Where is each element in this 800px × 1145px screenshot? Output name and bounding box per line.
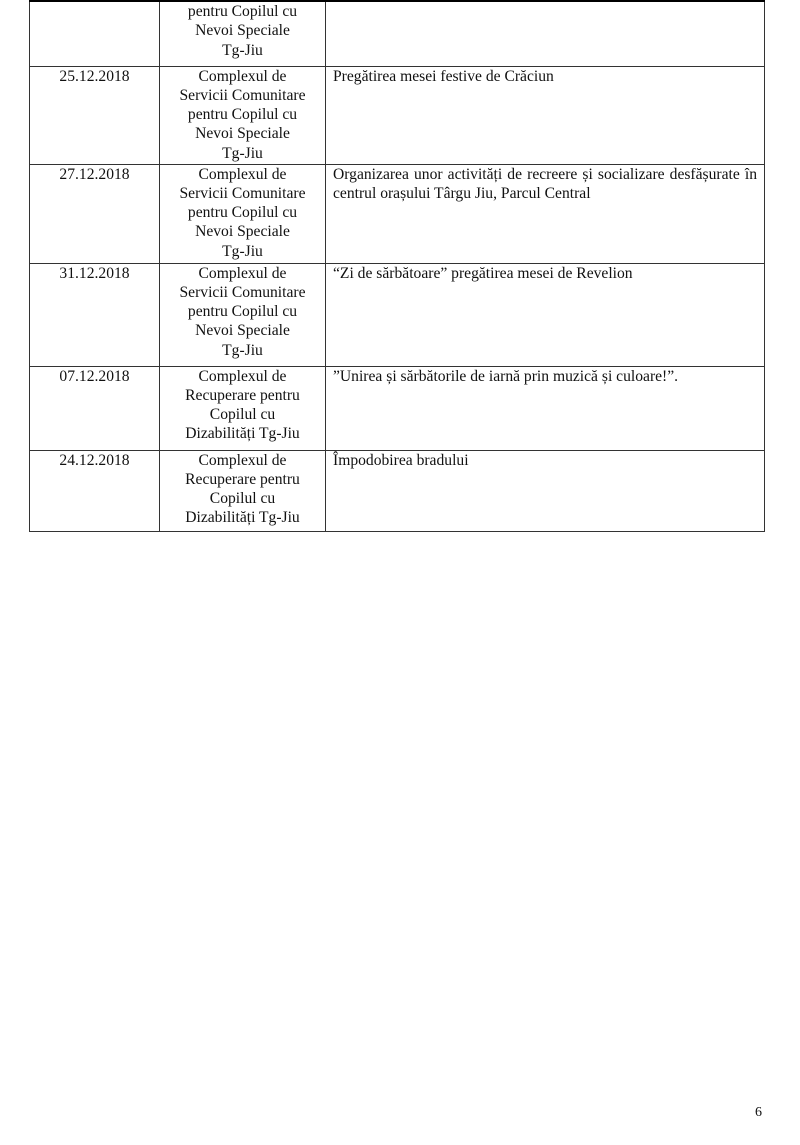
organization-line: Servicii Comunitare — [179, 184, 306, 202]
organization-line: Copilul cu — [209, 406, 276, 424]
organization-line: Complexul de — [198, 165, 287, 183]
organization-line: pentru Copilul cu — [187, 3, 298, 20]
organization-line: Complexul de — [198, 367, 287, 385]
organization-line: Tg-Jiu — [222, 341, 263, 359]
organization-cell — [160, 164, 326, 263]
table-row — [30, 164, 765, 263]
organization-line: Complexul de — [198, 264, 287, 282]
organization-line: Nevoi Speciale — [195, 22, 290, 40]
organization-line: Recuperare pentru — [185, 470, 300, 488]
organization-cell — [160, 263, 326, 366]
organization-line: Copilul cu — [209, 490, 276, 508]
organization-cell — [160, 366, 326, 450]
organization-line: pentru Copilul cu — [187, 106, 298, 124]
activity-cell — [326, 1, 765, 66]
organization-cell — [160, 450, 326, 531]
date-cell: 25.12.2018 — [30, 66, 160, 164]
organization-line: Nevoi Speciale — [195, 125, 290, 143]
organization-line: pentru Copilul cu — [187, 303, 298, 321]
activity-cell: Împodobirea bradului — [326, 450, 765, 531]
table-row — [30, 66, 765, 164]
organization-line: Dizabilități Tg-Jiu — [185, 509, 300, 527]
organization-line: Servicii Comunitare — [179, 283, 306, 301]
table-row — [30, 263, 765, 366]
organization-line: Nevoi Speciale — [195, 322, 290, 340]
activity-cell: Organizarea unor activități de recreere și socializare desfășurate în centrul orașului Târgu Jiu, Parcul Central — [326, 164, 765, 263]
date-cell — [30, 1, 160, 66]
organization-line: Nevoi Speciale — [195, 223, 290, 241]
activity-cell: “Zi de sărbătoare” pregătirea mesei de Revelion — [326, 263, 765, 366]
table-row — [30, 450, 765, 531]
organization-line: Complexul de — [198, 67, 287, 85]
activity-cell: Pregătirea mesei festive de Crăciun — [326, 66, 765, 164]
organization-line: Complexul de — [198, 451, 287, 469]
date-cell: 24.12.2018 — [30, 450, 160, 531]
organization-line: Tg-Jiu — [222, 144, 263, 162]
date-cell: 27.12.2018 — [30, 164, 160, 263]
table-row — [30, 366, 765, 450]
organization-line: Recuperare pentru — [185, 386, 300, 404]
organization-cell — [160, 66, 326, 164]
organization-cell — [160, 1, 326, 66]
date-cell: 07.12.2018 — [30, 366, 160, 450]
activity-cell: ”Unirea și sărbătorile de iarnă prin muzică și culoare!”. — [326, 366, 765, 450]
organization-line: Servicii Comunitare — [179, 86, 306, 104]
organization-line: Tg-Jiu — [222, 242, 263, 260]
organization-line: Tg-Jiu — [222, 41, 263, 59]
date-cell: 31.12.2018 — [30, 263, 160, 366]
table-row — [30, 1, 765, 66]
organization-line: Dizabilități Tg-Jiu — [185, 425, 300, 443]
organization-line: pentru Copilul cu — [187, 204, 298, 222]
page-number: 6 — [755, 1105, 762, 1120]
activities-table — [29, 0, 765, 532]
